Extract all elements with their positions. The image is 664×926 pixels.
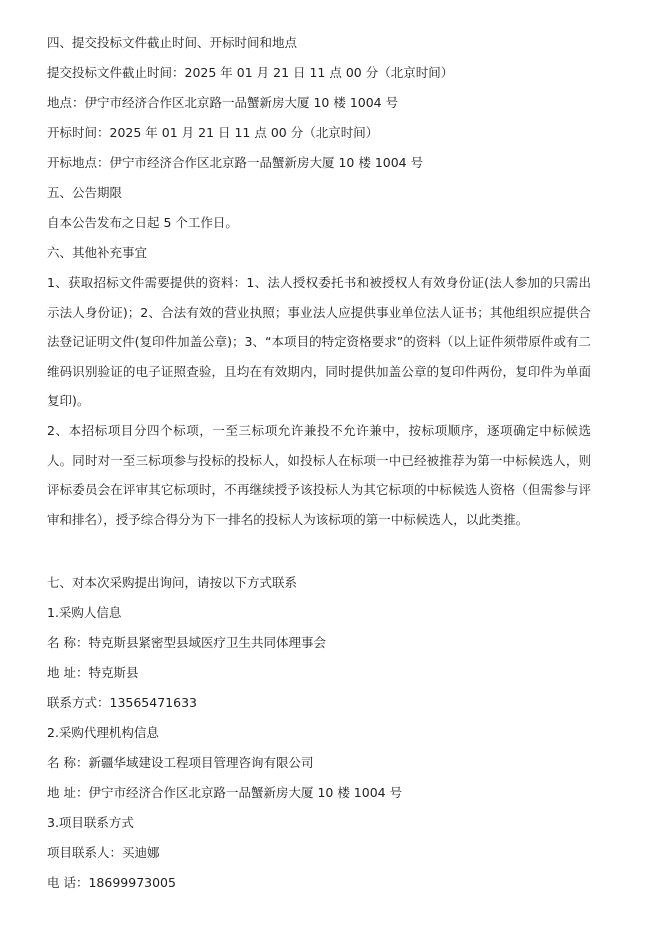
buyer-name: 名 称：特克斯县紧密型县域医疗卫生共同体理事会 [47,635,326,650]
agency-name: 名 称：新疆华域建设工程项目管理咨询有限公司 [47,755,314,770]
section-5-heading: 五、公告期限 [47,185,123,200]
project-contact-person: 项目联系人：买迪娜 [47,845,160,860]
supplement-paragraph-2: 2、本招标项目分四个标项，一至三标项允许兼投不允许兼中，按标项顺序，逐项确定中标候选人。同时对一至三标项参与投标的投标人，如投标人在标项一中已经被推荐为第一中标候选人，则评标委员会在评审其它标项时，不再继续授予该投标人为其它标项的中标候选人资格（但需参与评审和排名），授予综合得分为下一排名的投标人为该标项的第一中标候选人，以此类推。 [47,423,591,527]
bid-deadline: 提交投标文件截止时间：2025 年 01 月 21 日 11 点 00 分（北京时间） [47,65,454,80]
section-6-heading: 六、其他补充事宜 [47,245,148,260]
bid-location: 地点：伊宁市经济合作区北京路一品蟹新房大厦 10 楼 1004 号 [47,95,399,110]
supplement-paragraph-1: 1、获取招标文件需要提供的资料：1、法人授权委托书和被授权人有效身份证(法人参加的只需出示法人身份证)；2、合法有效的营业执照；事业法人应提供事业单位法人证书；其他组织应提供合法登记证明文件(复印件加盖公章)；3、“本项目的特定资格要求”的资料（以上证件须带原件或有二维码识别验证的电子证照查验，且均在有效期内，同时提供加盖公章的复印件两份，复印件为单面复印)。 [47,275,591,408]
project-phone: 电 话：18699973005 [47,875,176,890]
agency-info-heading: 2.采购代理机构信息 [47,725,159,740]
buyer-info-heading: 1.采购人信息 [47,605,122,620]
opening-time: 开标时间：2025 年 01 月 21 日 11 点 00 分（北京时间） [47,125,379,140]
opening-location: 开标地点：伊宁市经济合作区北京路一品蟹新房大厦 10 楼 1004 号 [47,155,424,170]
agency-address: 地 址：伊宁市经济合作区北京路一品蟹新房大厦 10 楼 1004 号 [47,785,403,800]
project-contact-heading: 3.项目联系方式 [47,815,134,830]
section-7-heading: 七、对本次采购提出询问，请按以下方式联系 [47,575,298,590]
buyer-address: 地 址：特克斯县 [47,665,139,680]
buyer-contact: 联系方式：13565471633 [47,695,197,710]
announcement-period: 自本公告发布之日起 5 个工作日。 [47,215,238,230]
section-4-heading: 四、提交投标文件截止时间、开标时间和地点 [47,35,298,50]
